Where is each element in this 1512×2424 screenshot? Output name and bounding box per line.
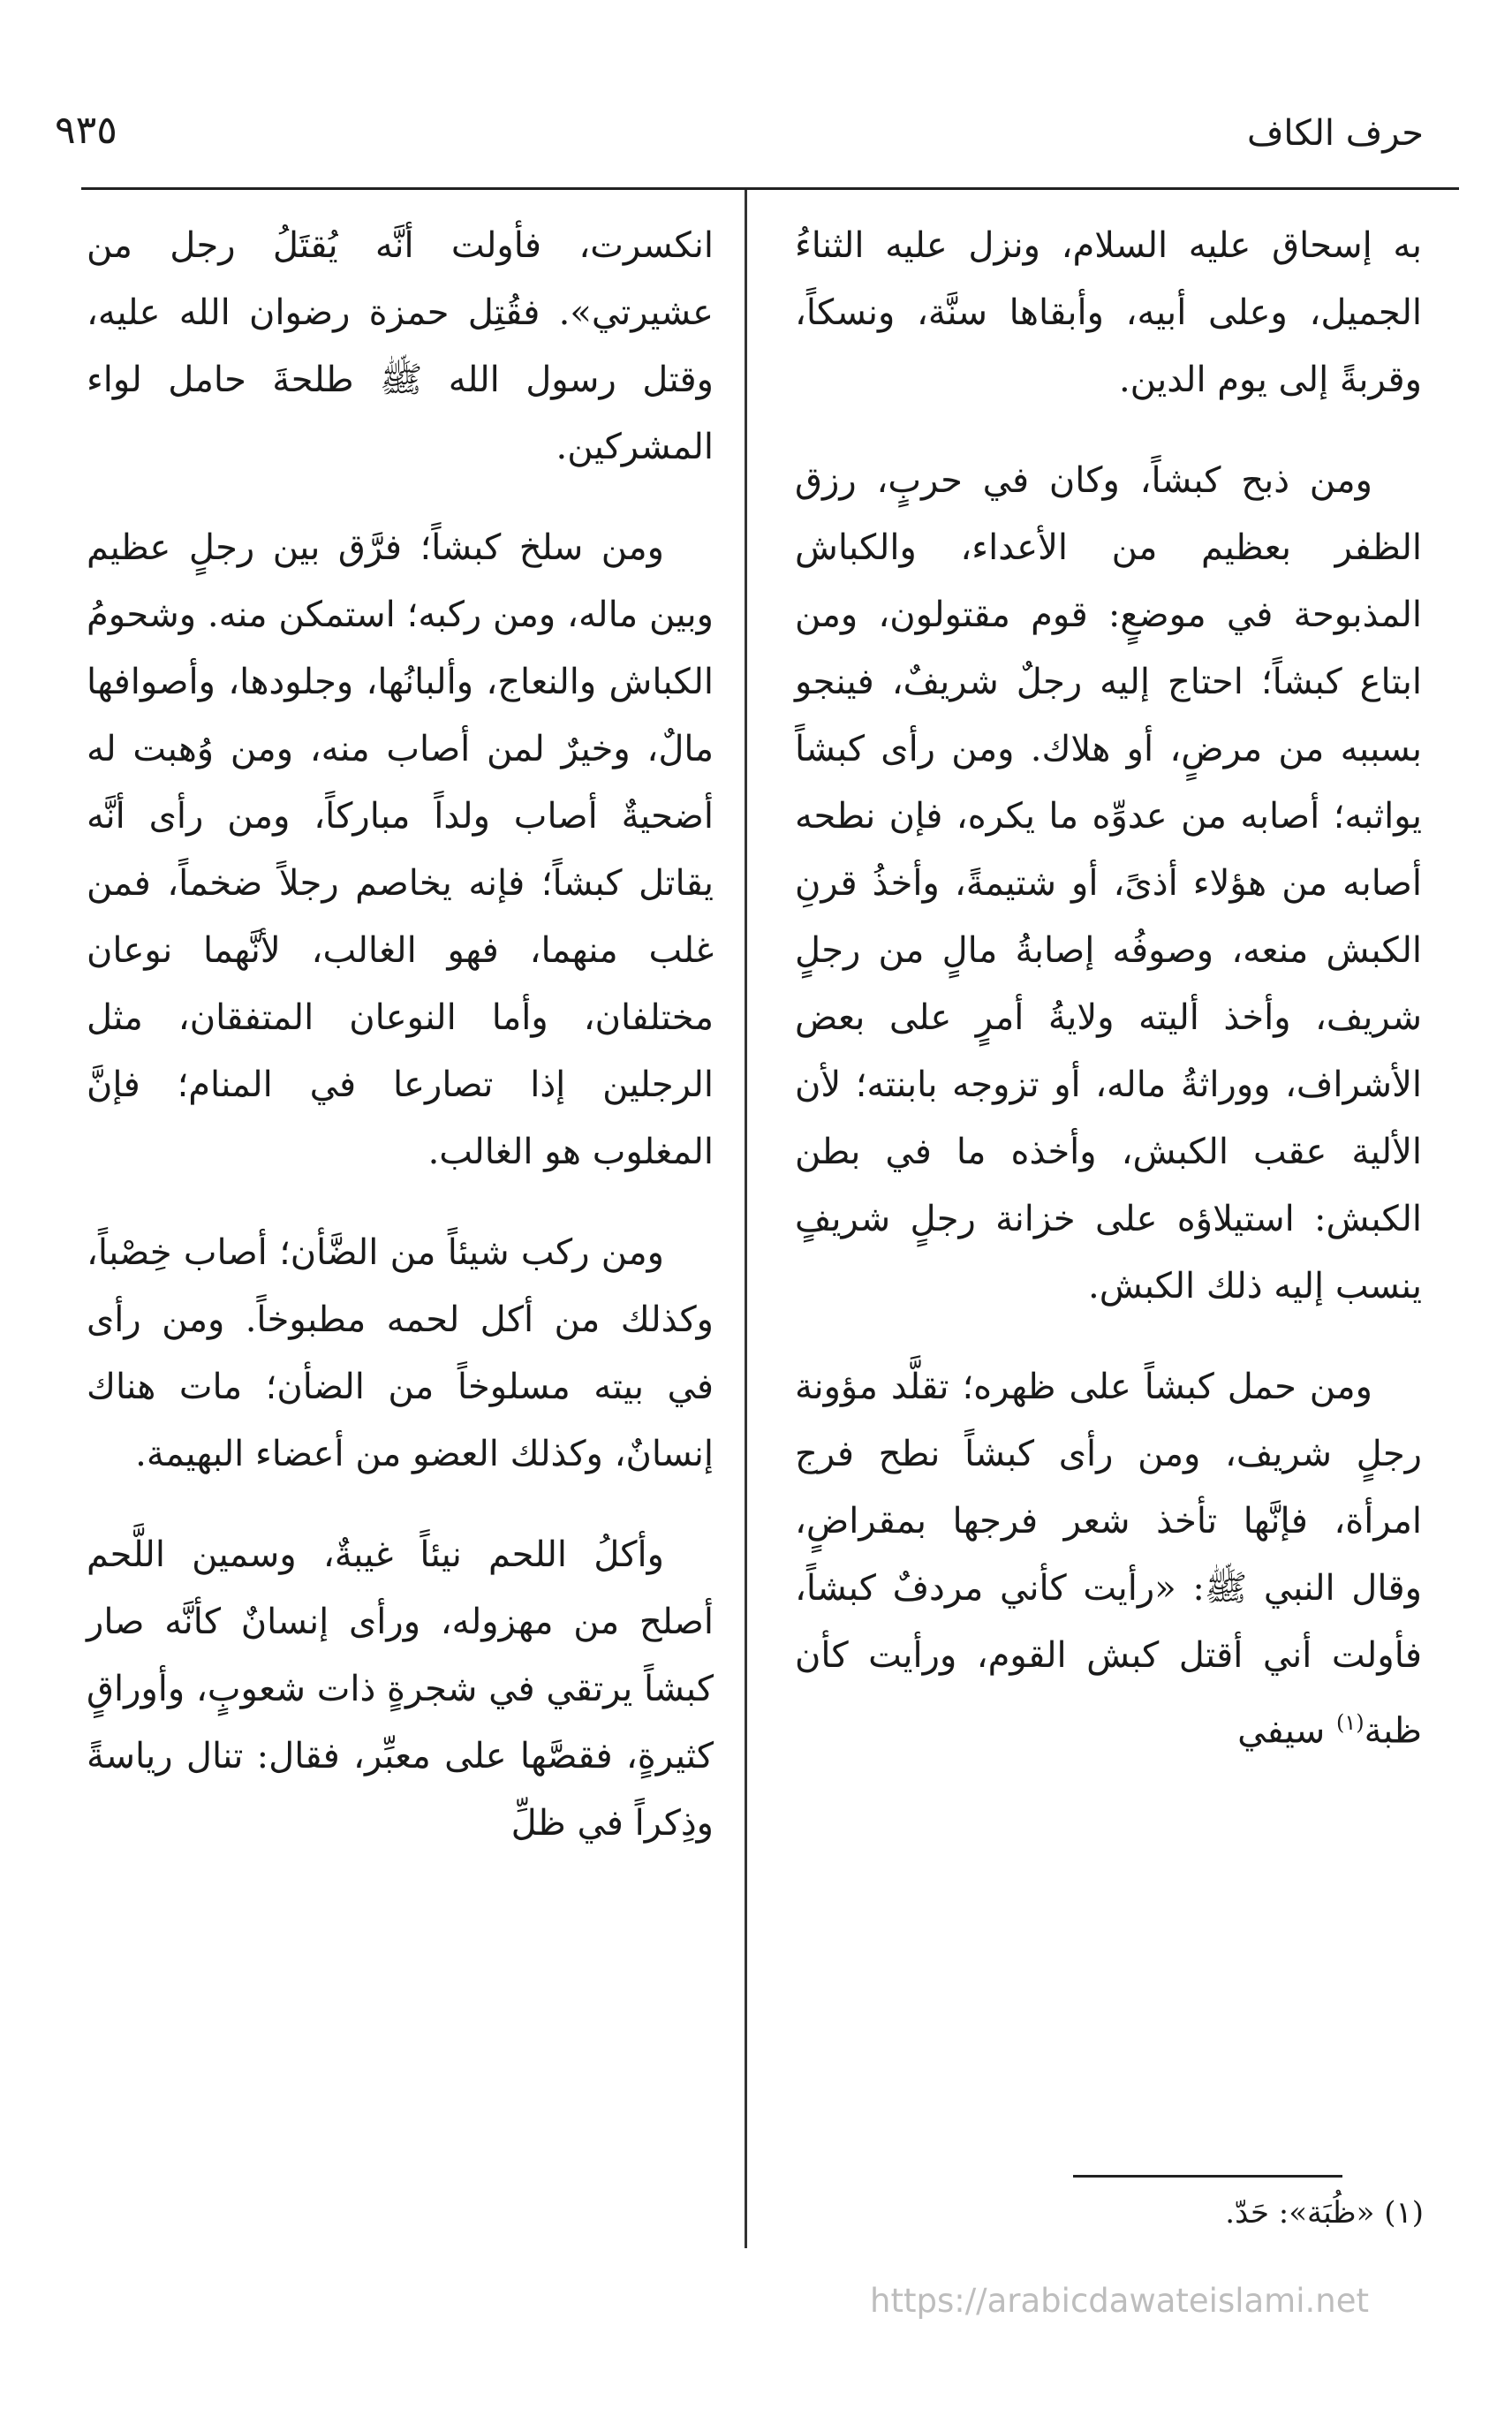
page-header	[0, 0, 1512, 186]
page-number: ٩٣٥	[55, 108, 117, 153]
footnote-number: (١)	[1384, 2195, 1424, 2231]
paragraph: ومن ذبح كبشاً، وكان في حربٍ، رزق الظفر بعظيم من الأعداء، والكباش المذبوحة في موضعٍ: قوم مقتولون، ومن ابتاع كبشاً؛ احتاج إليه رجلٌ شريفٌ، فينجو بسببه من مرضٍ، أو هلاك. ومن رأى كبشاً يواثبه؛ أصابه من عدوِّه ما يكره، فإن نطحه أصابه من هؤلاء أذىً، أو شتيمةً، وأخذُ قرنِ الكبش منعه، وصوفُه إصابةُ مالٍ من رجلٍ شريف، وأخذ أليته ولايةُ أمرٍ على بعض الأشراف، ووراثةُ ماله، أو تزوجه بابنته؛ لأن الألية عقب الكبش، وأخذه ما في بطن الكبش: استيلاؤه على خزانة رجلٍ شريفٍ ينسب إليه ذلك الكبش.	[795, 460, 1422, 1307]
paragraph	[795, 1353, 1422, 1764]
paragraph: انكسرت، فأولت أنَّه يُقتَلُ رجل من عشيرتي». فقُتِل حمزة رضوان الله عليه، وقتل رسول الله ﷺ طلحةَ حامل لواء المشركين.	[87, 225, 714, 467]
column-divider	[745, 190, 747, 2248]
paragraph: ومن ركب شيئاً من الضَّأن؛ أصاب خِصْباً، وكذلك من أكل لحمه مطبوخاً. ومن رأى في بيته مسلوخاً من الضأن؛ مات هناك إنسانٌ، وكذلك العضو من أعضاء البهيمة.	[87, 1232, 714, 1474]
paragraph: وأكلُ اللحم نيئاً غيبةٌ، وسمين اللَّحم أصلح من مهزوله، ورأى إنسانٌ كأنَّه صار كبشاً يرتقي في شجرةٍ ذات شعوبٍ، وأوراقٍ كثيرةٍ، فقصَّها على معبِّر، فقال: تنال رياسةً وذِكراً في ظلِّ	[87, 1534, 714, 1844]
paragraph-text: ومن حمل كبشاً على ظهره؛ تقلَّد مؤونة رجلٍ شريف، ومن رأى كبشاً نطح فرج امرأة، فإنَّها تأخذ شعر فرجها بمقراضٍ، وقال النبي ﷺ: «رأيت كأني مردفٌ كبشاً، فأولت أني أقتل كبش القوم، ورأيت كأن ظبة	[795, 1367, 1422, 1752]
paragraph: ومن سلخ كبشاً؛ فرَّق بين رجلٍ عظيم وبين ماله، ومن ركبه؛ استمكن منه. وشحومُ الكباش والنعاج، وألبانُها، وجلودها، وأصوافها مالٌ، وخيرٌ لمن أصاب منه، ومن وُهبت له أضحيةٌ أصاب ولداً مباركاً، ومن رأى أنَّه يقاتل كبشاً؛ فإنه يخاصم رجلاً ضخماً، فمن غلب منهما، فهو الغالب، لأنَّهما نوعان مختلفان، وأما النوعان المتفقان، مثل الرجلين إذا تصارعا في المنام؛ فإنَّ المغلوب هو الغالب.	[87, 527, 714, 1172]
paragraph-tail: سيفي	[1237, 1710, 1336, 1752]
header-rule	[81, 187, 1459, 190]
left-column	[87, 212, 714, 1890]
footnote-reference[interactable]: (١)	[1336, 1710, 1365, 1735]
right-column	[795, 212, 1422, 1798]
footnote	[1225, 2195, 1424, 2231]
footnote-text: «ظُبَة»: حَدّ.	[1225, 2195, 1375, 2231]
source-watermark: https://arabicdawateislami.net	[870, 2282, 1369, 2320]
paragraph: به إسحاق عليه السلام، ونزل عليه الثناءُ الجميل، وعلى أبيه، وأبقاها سنَّة، ونسكاً، وقربةً إلى يوم الدين.	[795, 225, 1422, 400]
chapter-title: حرف الكاف	[1246, 113, 1424, 154]
footnote-rule	[1073, 2175, 1342, 2178]
